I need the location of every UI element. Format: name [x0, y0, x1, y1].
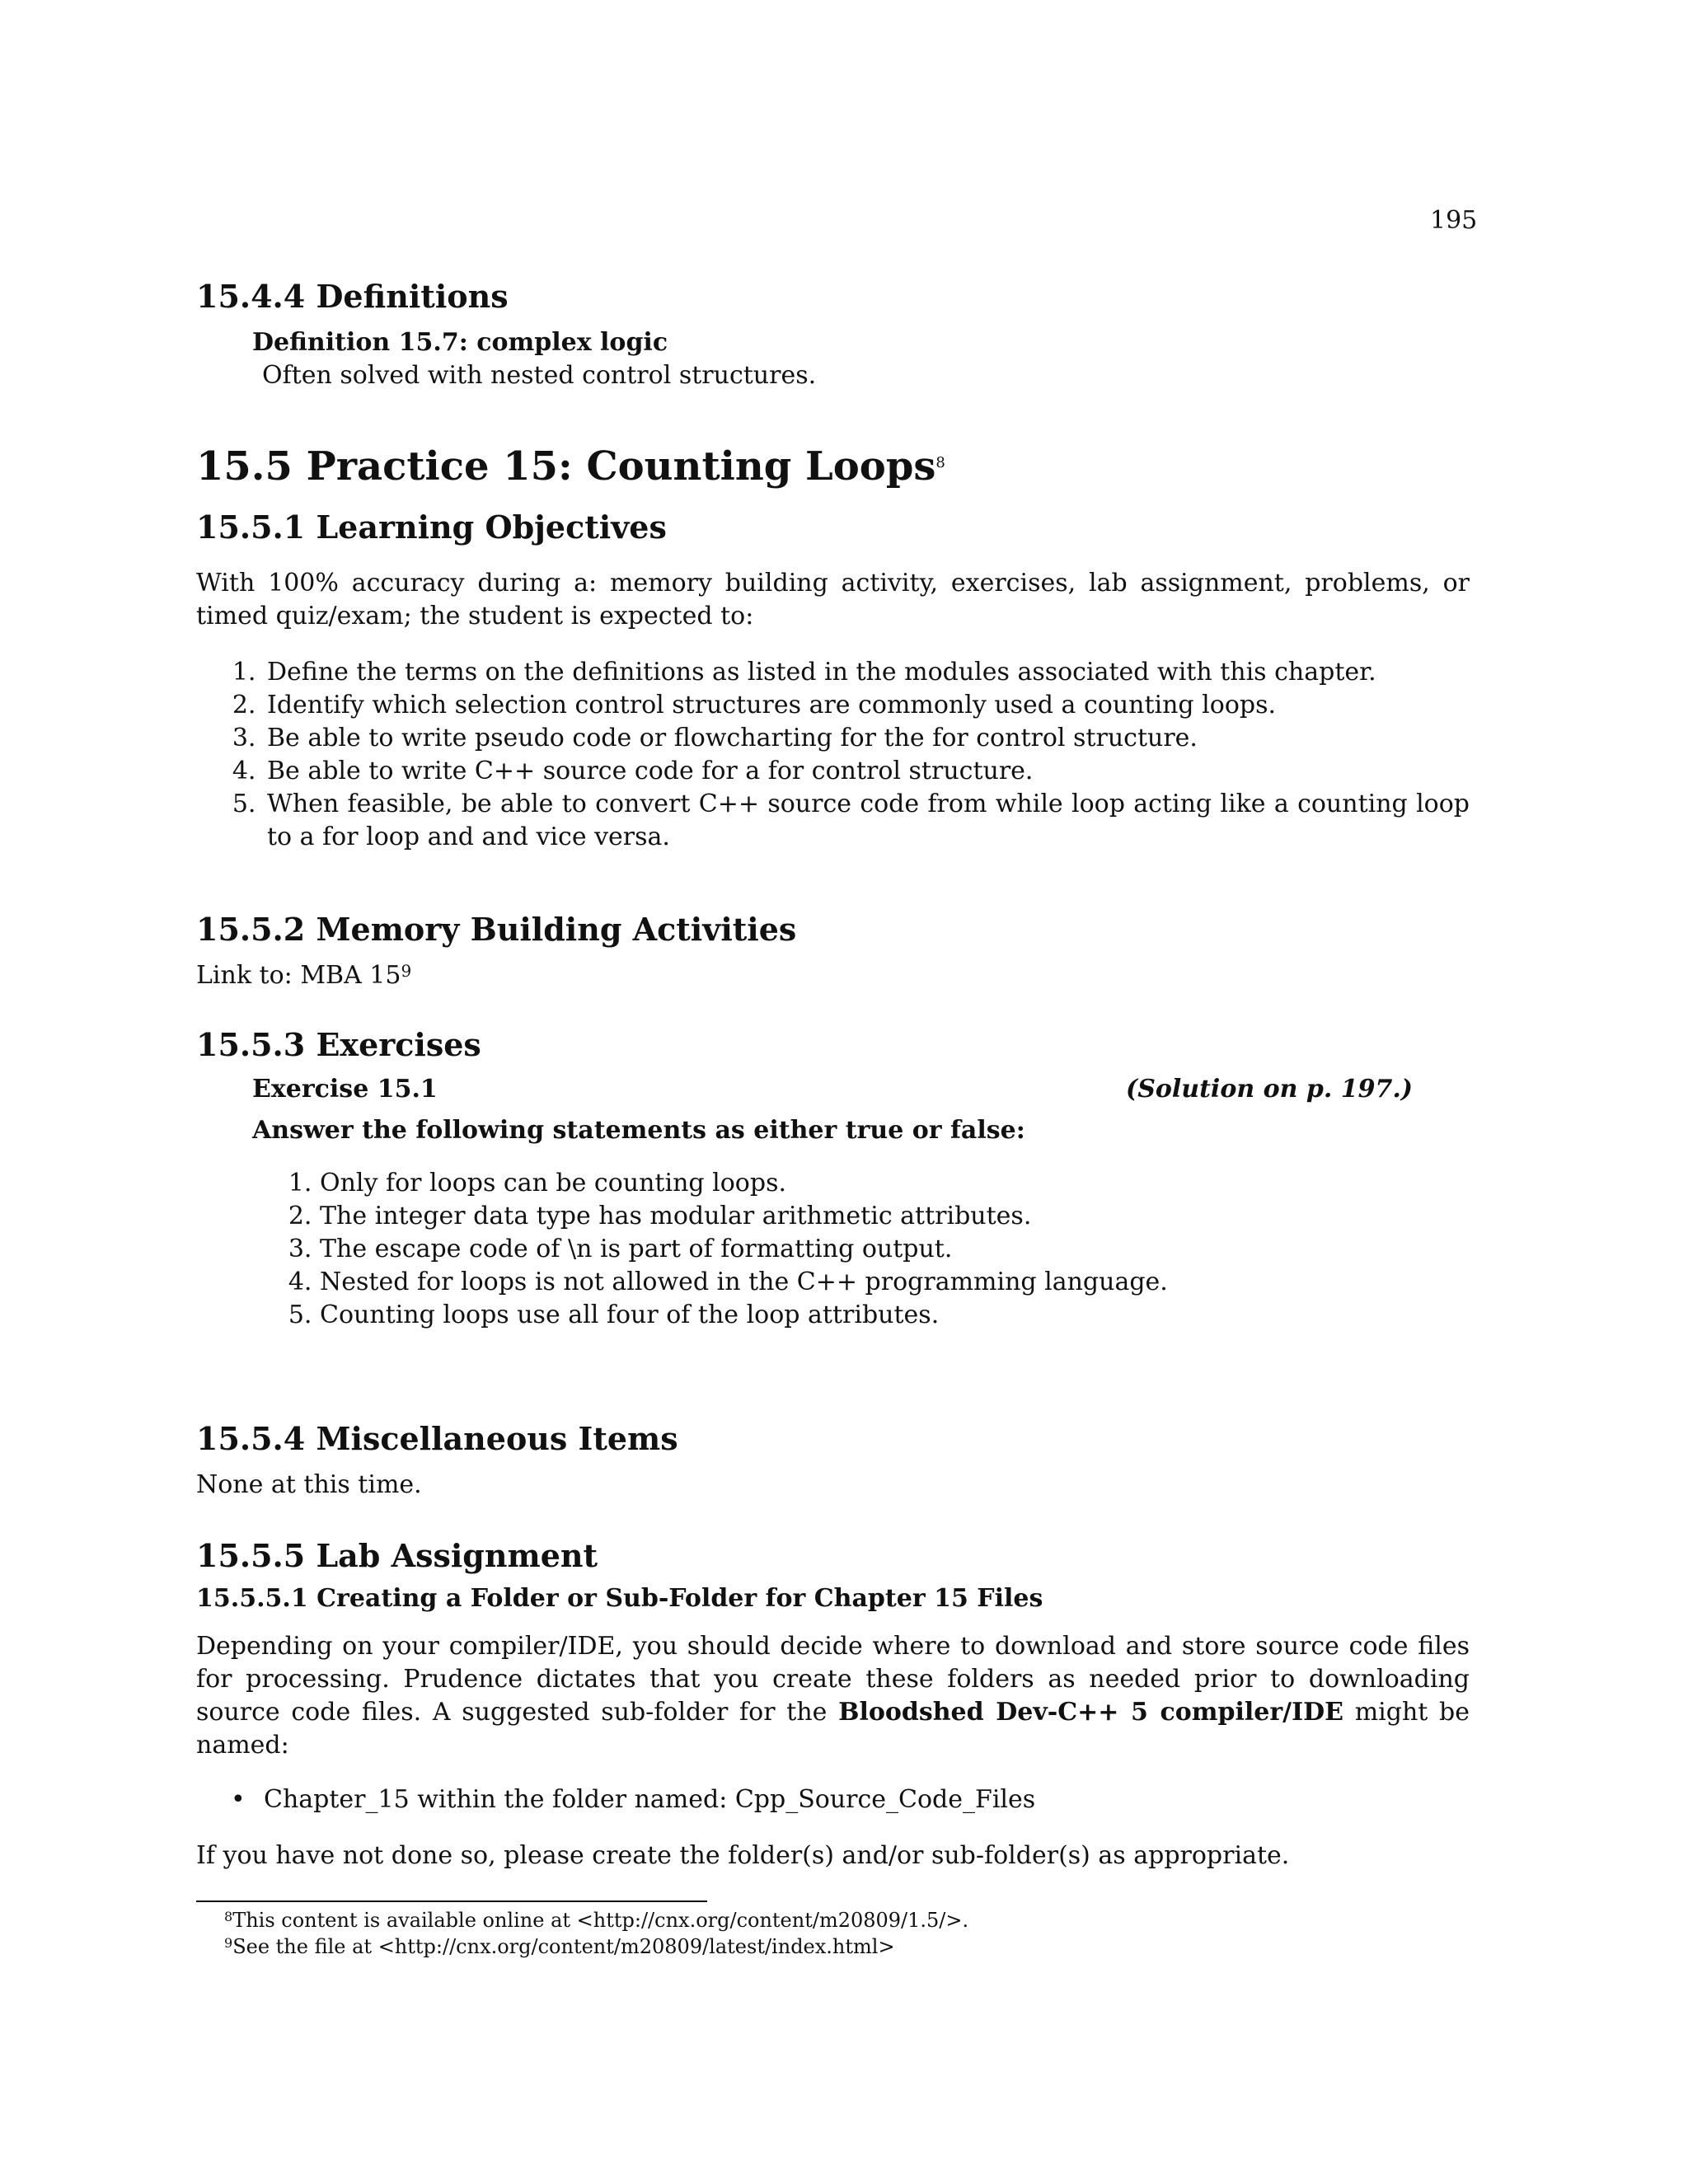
list-item: 1. Only for loops can be counting loops. — [320, 1167, 1413, 1200]
mba-link-line — [196, 959, 1470, 992]
lab-paragraph — [196, 1630, 1470, 1762]
footnote — [224, 1907, 968, 1933]
miscellaneous-body: None at this time. — [196, 1470, 422, 1499]
lab-closing: If you have not done so, please create the folder(s) and/or sub-folder(s) as appropriate. — [196, 1841, 1290, 1870]
list-item: 3. Be able to write pseudo code or flowcharting for the for control structure. — [264, 722, 1470, 755]
list-item: 1. Define the terms on the definitions as listed in the modules associated with this chapter. — [264, 656, 1470, 689]
section-title-text: 15.5 Practice 15: Counting Loops — [196, 443, 936, 490]
mba-link[interactable]: Link to: MBA 15 — [196, 961, 401, 990]
footnote-mark: 8 — [224, 1909, 233, 1924]
footnotes — [224, 1907, 968, 1960]
exercise-list — [252, 1167, 1413, 1332]
section-heading-learning-objectives: 15.5.1 Learning Objectives — [196, 509, 667, 546]
lab-text-end: might be named: — [196, 1698, 1470, 1760]
footnote-ref[interactable]: 9 — [401, 961, 412, 981]
list-item: 4. Be able to write C++ source code for a for control structure. — [264, 755, 1470, 788]
footnote-text[interactable]: This content is available online at <http://cnx.org/content/m20809/1.5/>. — [232, 1909, 969, 1932]
footnote-text[interactable]: See the file at <http://cnx.org/content/m20809/latest/index.html> — [232, 1935, 895, 1958]
objectives-intro: With 100% accuracy during a: memory building activity, exercises, lab assignment, problems, or timed quiz/exam; the student is expected to: — [196, 569, 1470, 630]
footnote — [224, 1933, 968, 1960]
section-heading-practice — [196, 443, 1470, 490]
list-item: 5. Counting loops use all four of the loop attributes. — [320, 1299, 1413, 1332]
footnote-divider — [196, 1900, 707, 1902]
list-item: 5. When feasible, be able to convert C++ source code from while loop acting like a counting loop to a for loop and and vice versa. — [264, 788, 1470, 854]
section-heading-exercises: 15.5.3 Exercises — [196, 1026, 481, 1063]
list-item: 4. Nested for loops is not allowed in the C++ programming language. — [320, 1266, 1413, 1299]
bullet-text: Chapter_15 within the folder named: Cpp_Source_Code_Files — [264, 1785, 1036, 1814]
solution-link[interactable]: (Solution on p. 197.) — [1126, 1075, 1413, 1104]
exercise-header — [252, 1073, 1413, 1106]
lab-text-bold: Bloodshed Dev-C++ 5 compiler/IDE — [838, 1698, 1344, 1727]
section-heading-memory-building: 15.5.2 Memory Building Activities — [196, 911, 797, 948]
section-heading-lab-assignment: 15.5.5 Lab Assignment — [196, 1537, 598, 1574]
list-item: 3. The escape code of \n is part of formatting output. — [320, 1233, 1413, 1266]
list-item: 2. The integer data type has modular arithmetic attributes. — [320, 1200, 1413, 1233]
footnote-mark: 9 — [224, 1935, 233, 1951]
exercise-title: Exercise 15.1 — [252, 1075, 438, 1104]
exercise-prompt: Answer the following statements as either true or false: — [252, 1116, 1025, 1145]
definition-title: Definition 15.7: complex logic — [252, 328, 668, 357]
footnote-ref[interactable]: 8 — [935, 454, 945, 471]
bullet-icon: • — [231, 1785, 246, 1814]
definition-block — [252, 326, 1470, 392]
page-number: 195 — [1430, 206, 1478, 235]
section-heading-miscellaneous: 15.5.4 Miscellaneous Items — [196, 1420, 678, 1457]
section-heading-definitions: 15.4.4 Definitions — [196, 278, 509, 315]
lab-text-start: Depending on your compiler/IDE, you should decide where to download and store source code files for processing. Prudence dictates that you create these folders as needed prior to downloading source code files. A suggested sub-folder for the — [196, 1632, 1470, 1727]
list-item: 2. Identify which selection control structures are commonly used a counting loops. — [264, 689, 1470, 722]
folder-bullet-list — [196, 1783, 1470, 1816]
exercise-block — [252, 1073, 1413, 1332]
definition-body: Often solved with nested control structures. — [262, 361, 817, 390]
objectives-list — [196, 656, 1470, 854]
list-item — [231, 1783, 1470, 1816]
page-content — [196, 279, 1470, 1872]
subsection-heading-folder: 15.5.5.1 Creating a Folder or Sub-Folder for Chapter 15 Files — [196, 1584, 1043, 1613]
